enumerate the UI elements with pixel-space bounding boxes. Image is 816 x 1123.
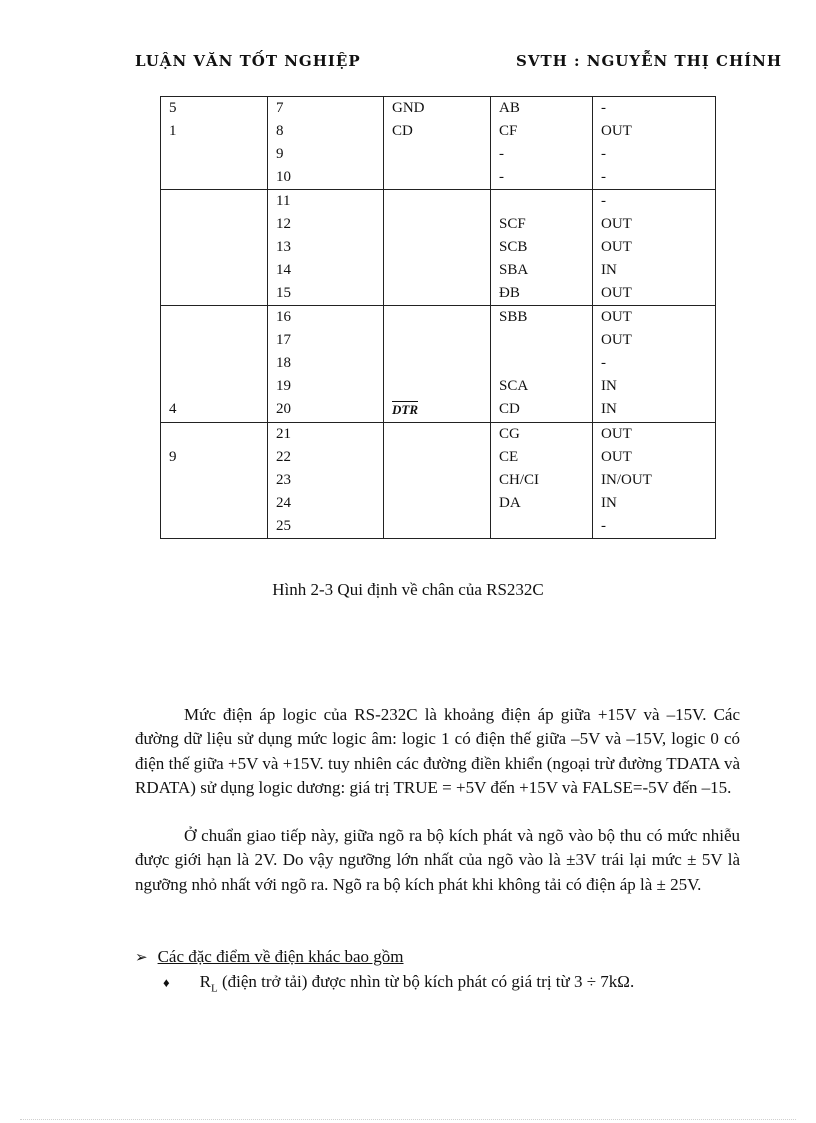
table-cell <box>384 166 491 190</box>
table-cell: - <box>491 166 593 190</box>
table-row <box>161 236 716 259</box>
table-cell: 11 <box>268 190 384 214</box>
table-cell: OUT <box>593 120 716 143</box>
table-cell: - <box>593 166 716 190</box>
table-cell: CH/CI <box>491 469 593 492</box>
table-cell: 5 <box>161 97 268 121</box>
header-left-title: LUẬN VĂN TỐT NGHIỆP <box>135 52 361 70</box>
table-cell: 23 <box>268 469 384 492</box>
table-cell: CD <box>491 398 593 423</box>
table-cell: 19 <box>268 375 384 398</box>
table-cell: OUT <box>593 306 716 330</box>
table-cell <box>161 259 268 282</box>
section-heading <box>135 947 404 967</box>
table-cell <box>384 375 491 398</box>
table-cell <box>384 423 491 447</box>
table-cell: 24 <box>268 492 384 515</box>
table-cell: - <box>491 143 593 166</box>
table-cell <box>161 236 268 259</box>
table-cell: 12 <box>268 213 384 236</box>
table-cell <box>384 352 491 375</box>
arrow-bullet-icon: ➢ <box>135 950 148 966</box>
table-cell: OUT <box>593 329 716 352</box>
table-cell: 1 <box>161 120 268 143</box>
table-cell: - <box>593 143 716 166</box>
table-cell: 18 <box>268 352 384 375</box>
table-cell <box>384 282 491 306</box>
bullet-text: (điện trở tải) được nhìn từ bộ kích phát có giá trị từ 3 ÷ 7kΩ. <box>217 972 635 991</box>
table-cell <box>161 423 268 447</box>
table-cell: - <box>593 352 716 375</box>
table-cell: 25 <box>268 515 384 539</box>
paragraph-logic-levels: Mức điện áp logic của RS-232C là khoảng điện áp giữa +15V và –15V. Các đường dữ liệu sử dụng mức logic âm: logic 1 có điện thế giữa –5V và –15V, logic 0 có điện thế giữa +5V và +15V. tuy nhiên các đường điền khiển (ngoại trừ đường TDATA và RDATA) sử dụng logic dương: giá trị TRUE = +5V đến +15V và FALSE=-5V đến –15. <box>135 705 740 797</box>
table-cell: 9 <box>161 446 268 469</box>
table-cell <box>161 190 268 214</box>
table-row <box>161 282 716 306</box>
table-cell: 9 <box>268 143 384 166</box>
table-cell: IN <box>593 375 716 398</box>
table-cell: SBA <box>491 259 593 282</box>
footer-dotted-rule <box>20 1119 796 1120</box>
table-row <box>161 515 716 539</box>
table-row <box>161 259 716 282</box>
table-cell: IN/OUT <box>593 469 716 492</box>
dtr-signal: $\overline{DTR}$ <box>392 402 418 417</box>
table-row <box>161 398 716 423</box>
table-cell: IN <box>593 492 716 515</box>
table-cell: OUT <box>593 213 716 236</box>
table-row <box>161 143 716 166</box>
table-row <box>161 446 716 469</box>
table-cell: 8 <box>268 120 384 143</box>
table-cell: SCF <box>491 213 593 236</box>
table-cell <box>384 306 491 330</box>
table-cell: - <box>593 97 716 121</box>
bullet-r-subscript: L <box>210 982 218 995</box>
table-cell <box>491 352 593 375</box>
table-cell: AB <box>491 97 593 121</box>
table-cell <box>491 329 593 352</box>
table-cell: 21 <box>268 423 384 447</box>
table-cell <box>384 236 491 259</box>
table-cell: CG <box>491 423 593 447</box>
table-cell: - <box>593 190 716 214</box>
table-cell: 10 <box>268 166 384 190</box>
table-cell <box>161 166 268 190</box>
table-cell <box>384 446 491 469</box>
table-cell: 17 <box>268 329 384 352</box>
table-row <box>161 329 716 352</box>
table-cell: ĐB <box>491 282 593 306</box>
table-cell: 16 <box>268 306 384 330</box>
table-cell: 13 <box>268 236 384 259</box>
rs232-pin-table <box>160 96 716 539</box>
table-cell: OUT <box>593 446 716 469</box>
table-cell: 7 <box>268 97 384 121</box>
table-cell <box>161 515 268 539</box>
table-cell: 14 <box>268 259 384 282</box>
table-cell <box>161 329 268 352</box>
table-row <box>161 166 716 190</box>
bullet-r-symbol: R <box>199 972 211 991</box>
table-cell: SCA <box>491 375 593 398</box>
table-row <box>161 423 716 447</box>
table-cell: IN <box>593 398 716 423</box>
table-cell: SBB <box>491 306 593 330</box>
table-cell: CE <box>491 446 593 469</box>
table-cell <box>161 375 268 398</box>
table-cell: - <box>593 515 716 539</box>
section-heading-text: Các đặc điểm về điện khác bao gồm <box>157 947 404 966</box>
table-row <box>161 213 716 236</box>
table-cell <box>384 213 491 236</box>
table-cell <box>384 398 491 423</box>
table-cell: OUT <box>593 236 716 259</box>
bullet-item <box>163 972 634 994</box>
table-row <box>161 306 716 330</box>
table-cell <box>161 282 268 306</box>
table-cell <box>384 469 491 492</box>
table-cell: DA <box>491 492 593 515</box>
table-cell: IN <box>593 259 716 282</box>
table-cell <box>161 469 268 492</box>
figure-caption: Hình 2-3 Qui định về chân của RS232C <box>272 580 544 599</box>
table-cell <box>384 492 491 515</box>
table-row <box>161 375 716 398</box>
table-row <box>161 190 716 214</box>
diamond-bullet-icon: ♦ <box>163 975 170 990</box>
table-cell <box>384 143 491 166</box>
table-cell: CD <box>384 120 491 143</box>
table-row <box>161 97 716 121</box>
table-cell: OUT <box>593 423 716 447</box>
header-right-author: SVTH : NGUYỄN THỊ CHÍNH <box>516 52 783 70</box>
table-cell <box>384 190 491 214</box>
table-row <box>161 120 716 143</box>
table-row <box>161 469 716 492</box>
table-cell <box>161 492 268 515</box>
table-cell: 20 <box>268 398 384 423</box>
table-cell: 22 <box>268 446 384 469</box>
paragraph-noise-margin: Ở chuẩn giao tiếp này, giữa ngõ ra bộ kích phát và ngõ vào bộ thu có mức nhiễu được giới hạn là 2V. Do vậy ngưỡng lớn nhất của ngõ vào là ±3V trái lại mức ± 5V là ngưỡng nhỏ nhất với ngõ ra. Ngõ ra bộ kích phát khi không tải có điện áp là ± 25V. <box>135 826 740 894</box>
pin-table-body <box>161 97 716 539</box>
table-cell <box>384 515 491 539</box>
table-cell: OUT <box>593 282 716 306</box>
table-cell: 4 <box>161 398 268 423</box>
table-row <box>161 352 716 375</box>
table-cell <box>161 352 268 375</box>
table-cell <box>491 515 593 539</box>
table-cell <box>161 306 268 330</box>
table-cell <box>161 143 268 166</box>
table-cell <box>161 213 268 236</box>
table-cell: GND <box>384 97 491 121</box>
table-row <box>161 492 716 515</box>
table-cell: SCB <box>491 236 593 259</box>
table-cell <box>491 190 593 214</box>
table-cell: CF <box>491 120 593 143</box>
table-cell: 15 <box>268 282 384 306</box>
table-cell <box>384 259 491 282</box>
table-cell <box>384 329 491 352</box>
